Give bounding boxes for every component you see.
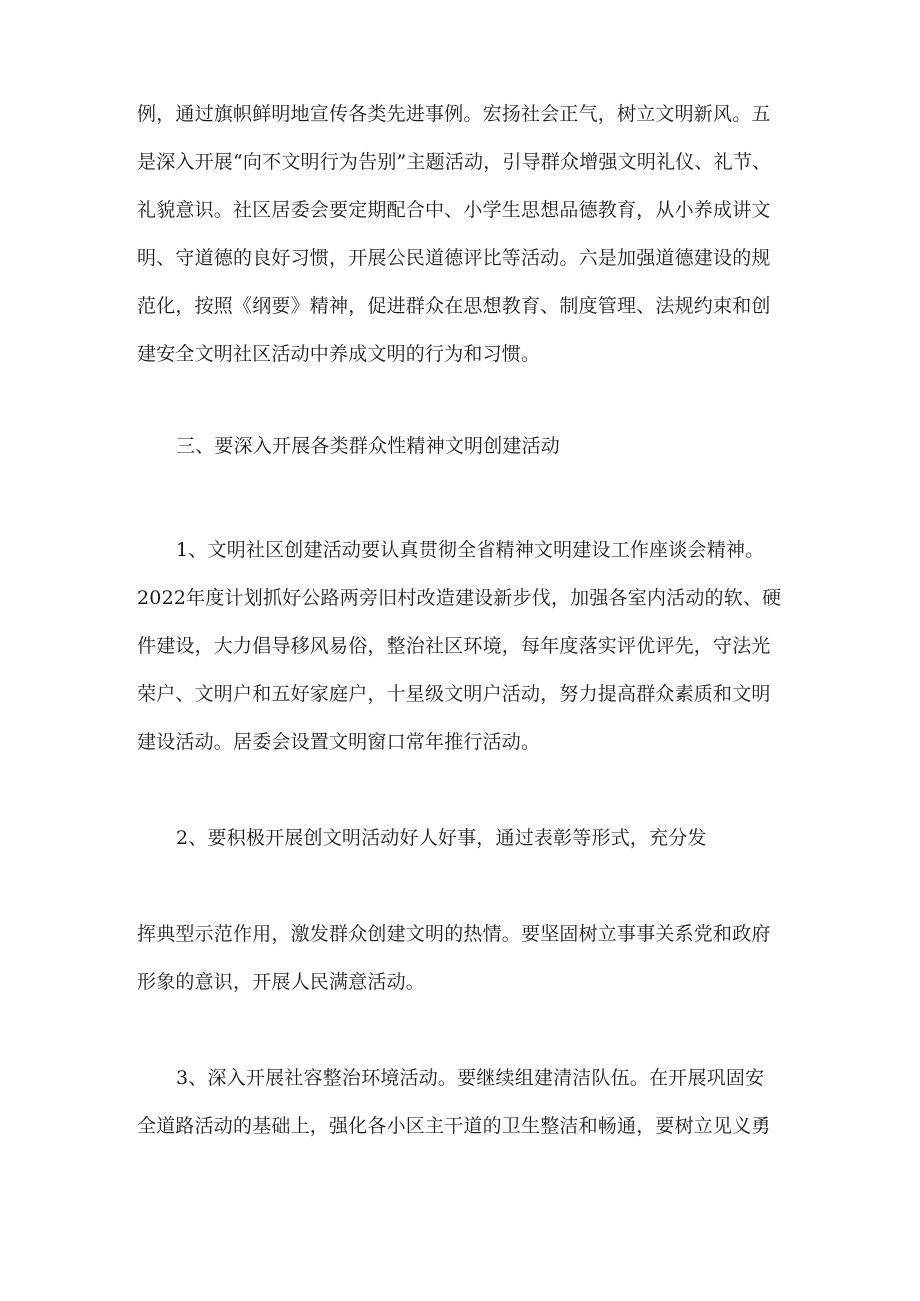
paragraph-line: 形象的意识，开展人民满意活动。 (137, 971, 426, 993)
paragraph-line: 是深入开展“向不文明行为告别”主题活动，引导群众增强文明礼仪、礼节、 (137, 151, 772, 173)
section-heading: 三、要深入开展各类群众性精神文明创建活动 (176, 435, 561, 457)
paragraph-line: 建安全文明社区活动中养成文明的行为和习惯。 (137, 343, 541, 365)
paragraph-line: 件建设，大力倡导移风易俗，整治社区环境，每年度落实评优评先，守法光 (137, 635, 771, 657)
paragraph-line: 例，通过旗帜鲜明地宣传各类先进事例。宏扬社会正气，树立文明新风。五 (137, 103, 771, 125)
paragraph-line: 荣户、文明户和五好家庭户，十星级文明户活动，努力提高群众素质和文明 (137, 683, 771, 705)
paragraph-line: 礼貌意识。社区居委会要定期配合中、小学生思想品德教育，从小养成讲文 (137, 199, 771, 221)
paragraph-line: 2、要积极开展创文明活动好人好事，通过表彰等形式，充分发 (176, 827, 707, 849)
paragraph-line: 3、深入开展社容整治环境活动。要继续组建清洁队伍。在开展巩固安 (176, 1067, 765, 1089)
paragraph-line: 建设活动。居委会设置文明窗口常年推行活动。 (137, 731, 541, 753)
paragraph-line: 1、文明社区创建活动要认真贯彻全省精神文明建设工作座谈会精神。 (176, 539, 765, 561)
paragraph-line: 范化，按照《纲要》精神，促进群众在思想教育、制度管理、法规约束和创 (137, 295, 771, 317)
paragraph-line: 明、守道德的良好习惯，开展公民道德评比等活动。六是加强道德建设的规 (137, 247, 771, 269)
paragraph-line: 2022年度计划抓好公路两旁旧村改造建设新步伐，加强各室内活动的软、硬 (137, 587, 782, 609)
paragraph-line: 全道路活动的基础上，强化各小区主干道的卫生整洁和畅通，要树立见义勇 (137, 1115, 771, 1137)
paragraph-line: 挥典型示范作用，激发群众创建文明的热情。要坚固树立事事关系党和政府 (137, 923, 771, 945)
